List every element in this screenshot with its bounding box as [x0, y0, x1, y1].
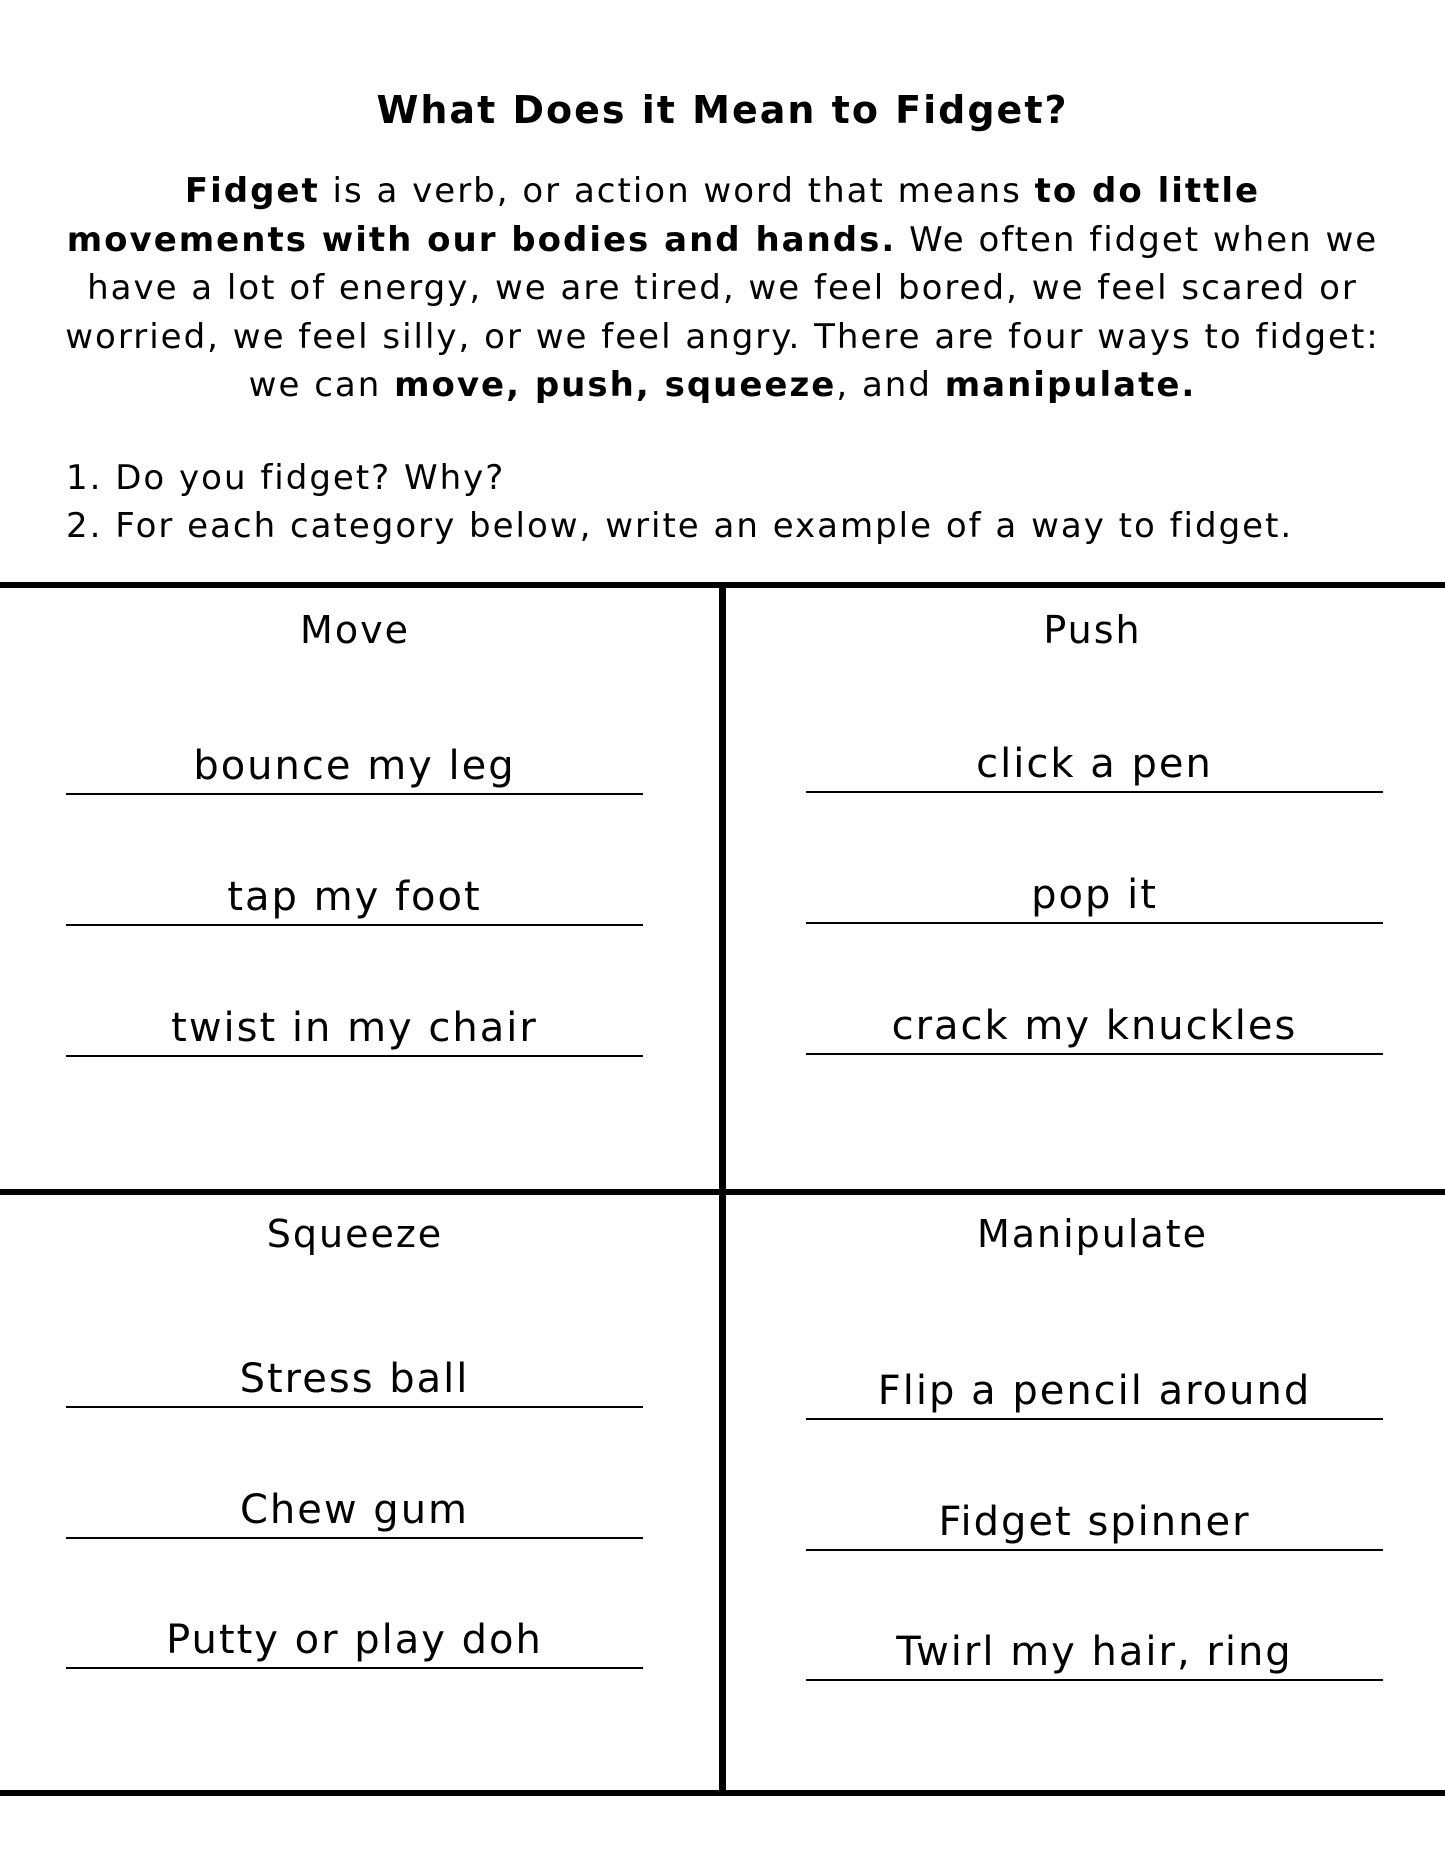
answer-line[interactable]	[806, 872, 1383, 924]
answer-text: Putty or play doh	[166, 1617, 543, 1663]
intro-text-2: We often fidget when we have a lot of energy, we are tired, we feel bored, we feel scared or worried, we feel silly, or we feel angry. There are four ways to fidget: we can	[65, 219, 1380, 405]
question-item: 1. Do you fidget? Why?	[66, 458, 506, 498]
answer-line[interactable]	[66, 743, 643, 795]
answer-text: twist in my chair	[171, 1005, 538, 1051]
grid-vertical-divider	[719, 583, 726, 1795]
intro-text-1: is a verb, or action word that means	[319, 171, 1035, 211]
question-item: 2. For each category below, write an example of a way to fidget.	[66, 506, 1294, 546]
answer-line[interactable]	[806, 1499, 1383, 1551]
answer-line[interactable]	[806, 1629, 1383, 1681]
answer-text: click a pen	[976, 741, 1213, 787]
answer-text: tap my foot	[227, 874, 482, 920]
intro-term: Fidget	[184, 171, 320, 211]
answer-line[interactable]	[66, 1487, 643, 1539]
answer-text: crack my knuckles	[891, 1003, 1298, 1049]
answer-line[interactable]	[806, 1003, 1383, 1055]
answer-text: bounce my leg	[193, 743, 516, 789]
answer-text: Chew gum	[239, 1487, 470, 1533]
intro-ways: move, push, squeeze	[394, 365, 837, 405]
intro-definition: to do little movements with our bodies and hands.	[66, 171, 1261, 260]
answer-text: Fidget spinner	[938, 1499, 1251, 1545]
category-title-squeeze: Squeeze	[266, 1212, 444, 1256]
answer-line[interactable]	[806, 1368, 1383, 1420]
intro-paragraph	[60, 167, 1385, 410]
answer-line[interactable]	[66, 1356, 643, 1408]
question-list	[66, 454, 1293, 550]
worksheet-title: What Does it Mean to Fidget?	[376, 88, 1069, 132]
answer-text: Stress ball	[239, 1356, 470, 1402]
answer-text: Twirl my hair, ring	[896, 1629, 1293, 1675]
answer-text: pop it	[1031, 872, 1158, 918]
category-title-move: Move	[300, 608, 410, 652]
answer-line[interactable]	[66, 1617, 643, 1669]
intro-text-3: , and	[836, 365, 945, 405]
category-title-push: Push	[1043, 608, 1142, 652]
intro-last-way: manipulate.	[944, 365, 1197, 405]
answer-line[interactable]	[66, 874, 643, 926]
category-title-manipulate: Manipulate	[976, 1212, 1209, 1256]
answer-line[interactable]	[806, 741, 1383, 793]
answer-line[interactable]	[66, 1005, 643, 1057]
answer-text: Flip a pencil around	[877, 1368, 1312, 1414]
